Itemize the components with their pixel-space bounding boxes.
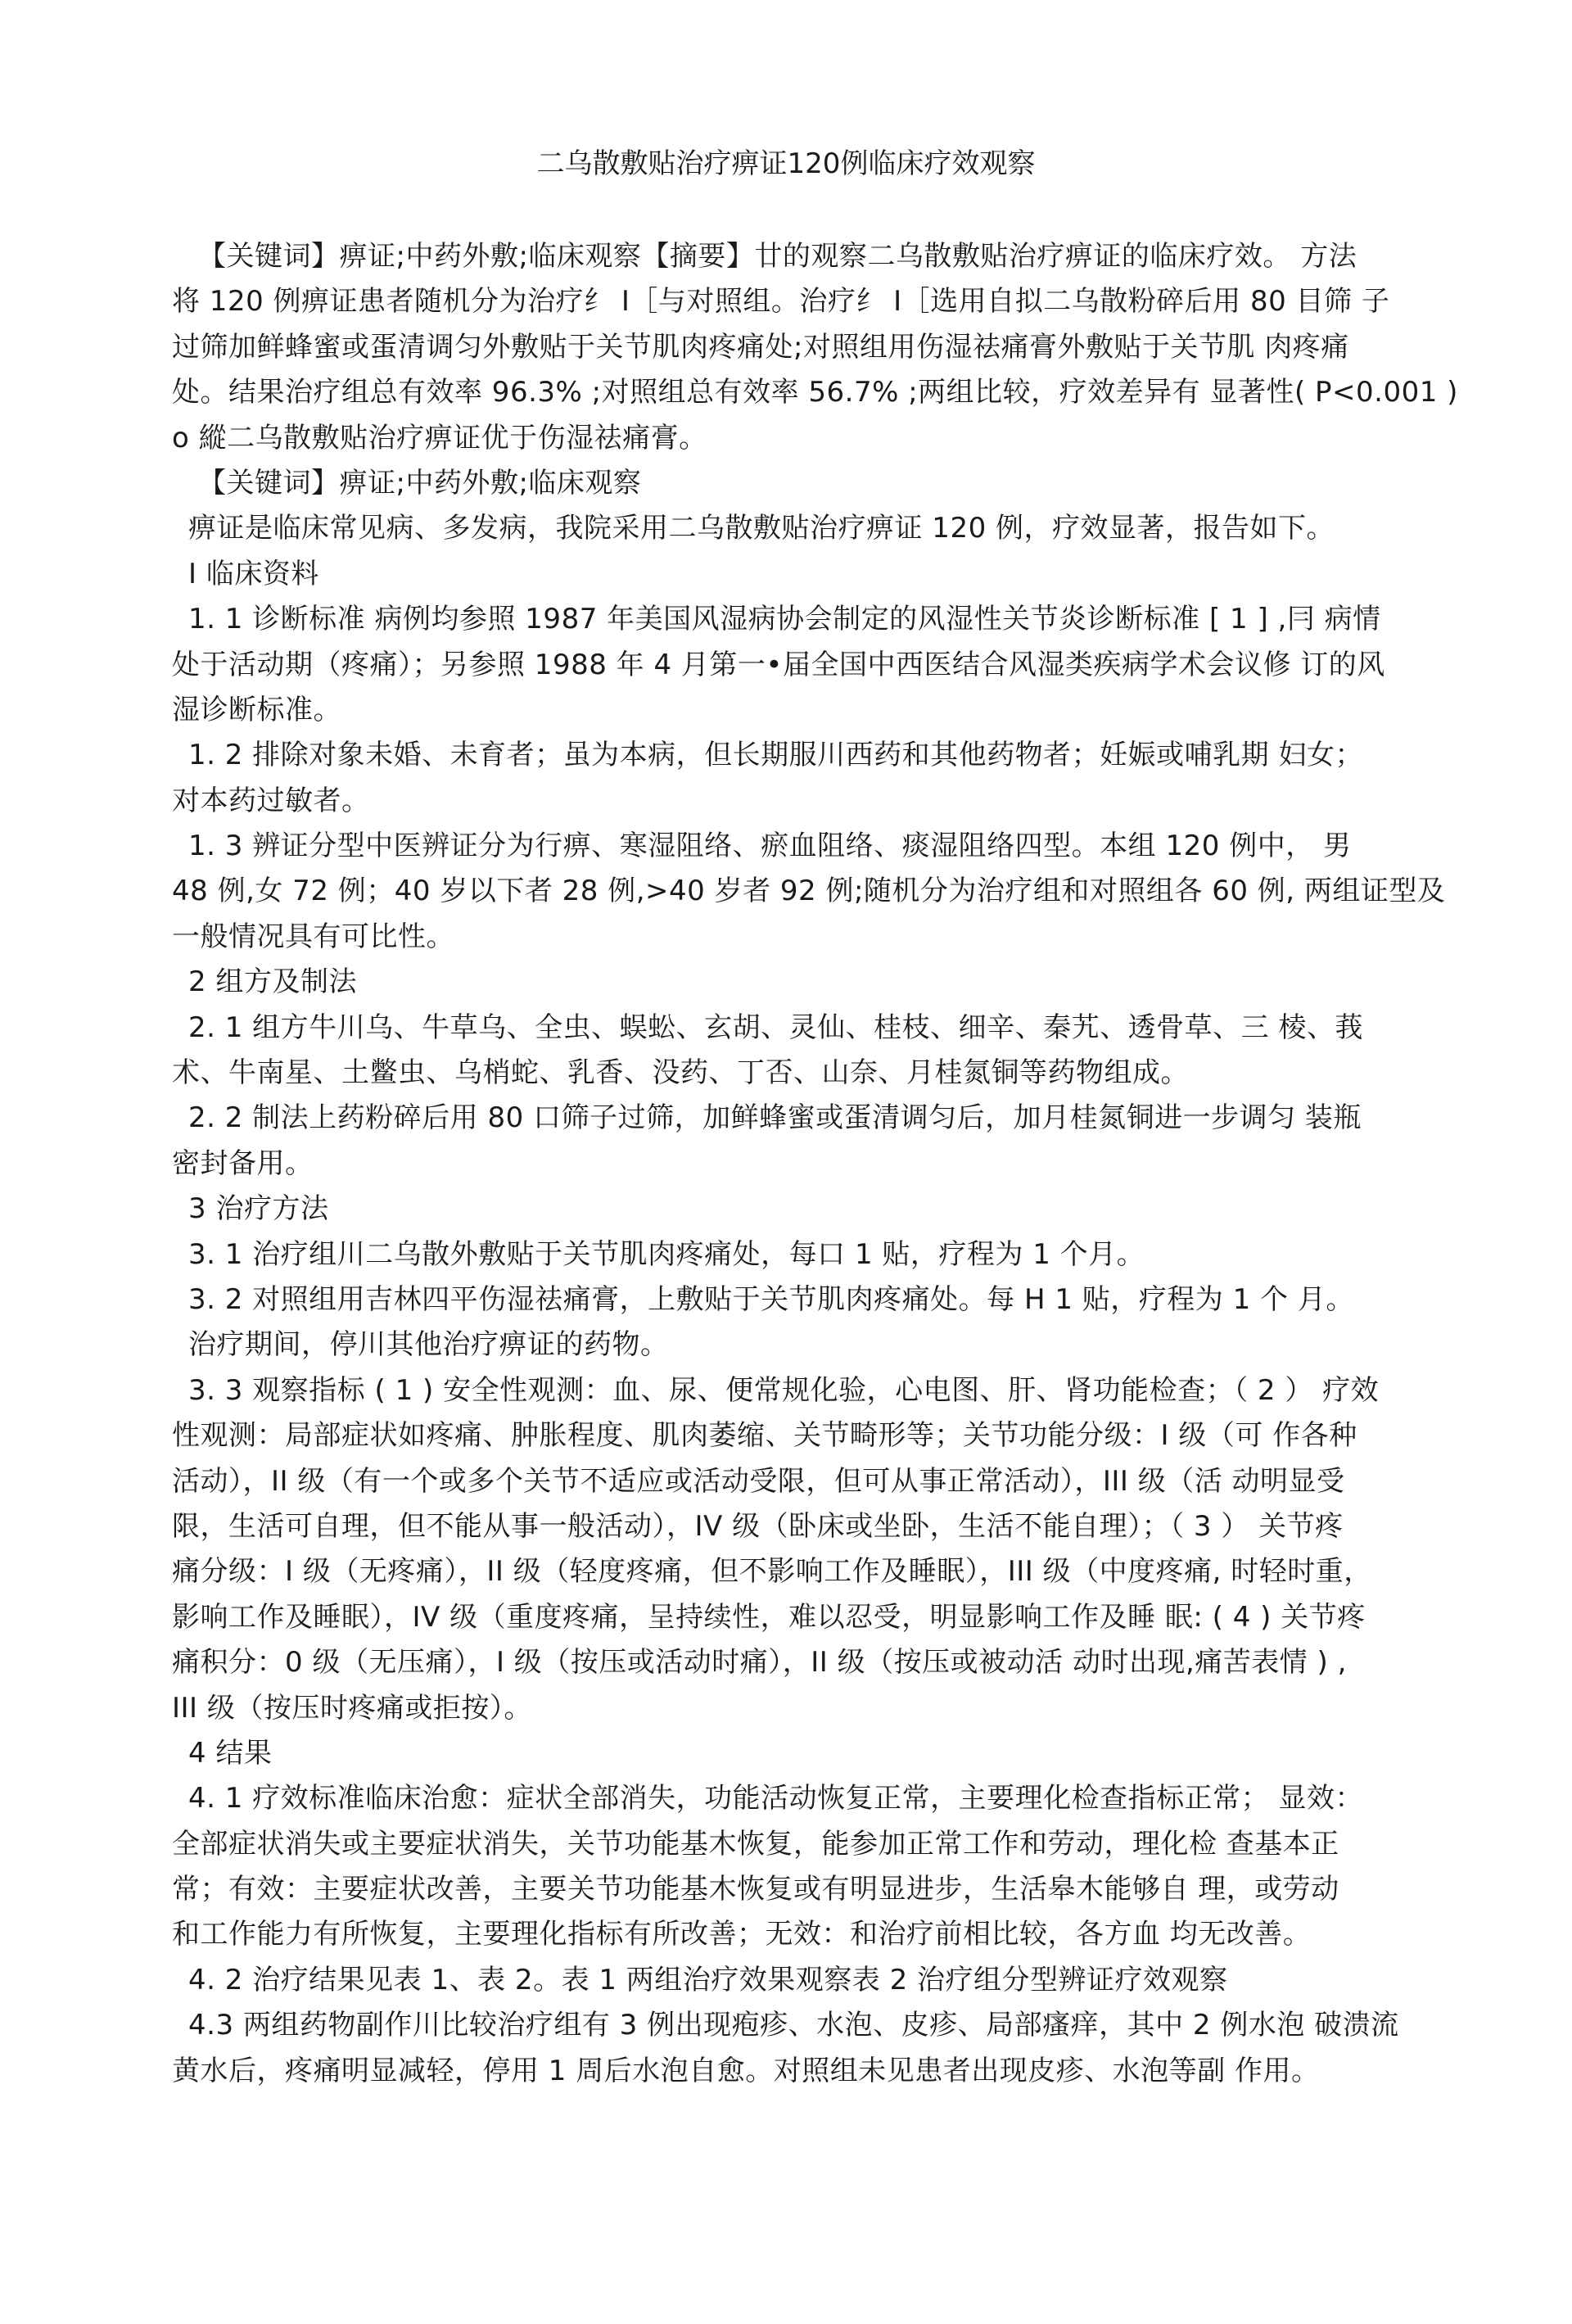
text-line: 治疗期间，停川其他治疗痹证的药物。 [188,1328,669,1362]
text-line: 4. 1 疗效标准临床治愈：症状全部消失，功能活动恢复正常，主要理化检查指标正常； 显效： [188,1782,1363,1815]
paragraph [172,1731,1376,1776]
text-line: 一般情况具有可比性。 [172,920,454,953]
paragraph [172,2003,1399,2094]
text-line: 将 120 例痹证患者随机分为治疗纟 I［与对照组。治疗纟 I［选用自拟二乌散粉碎后用 80 目筛 子 [172,285,1390,319]
text-line: 处。结果治疗组总有效率 96.3% ;对照组总有效率 56.7% ;两组比较，疗效差异有 显著性( P<0.001 ) [172,376,1458,409]
paragraph [172,1187,1376,1232]
text-line: 痛分级：I 级（无疼痛），II 级（轻度疼痛，但不影响工作及睡眠），III 级（中度疼痛, 时轻时重， [172,1555,1372,1589]
text-line: 术、牛南星、土鳖虫、乌梢蛇、乳香、没药、丁否、山奈、月桂氮铜等药物组成。 [172,1056,1189,1090]
text-line: 2. 1 组方牛川乌、牛草乌、全虫、蜈蚣、玄胡、灵仙、桂枝、细辛、秦艽、透骨草、三 棱、莪 [188,1011,1363,1044]
text-line: 3. 1 治疗组川二乌散外敷贴于关节肌肉疼痛处，每口 1 贴，疗程为 1 个月。 [188,1237,1145,1271]
text-line: 常；有效：主要症状改善，主要关节功能基木恢复或有明显进步，生活皋木能够自 理，或劳动 [172,1873,1339,1906]
text-line: 影响工作及睡眠），IV 级（重度疼痛，呈持续性，难以忍受，明显影响工作及睡 眠: ( 4 ) 关节疼 [172,1600,1366,1634]
paragraph [172,960,1376,1005]
text-line: 痹证是临床常见病、多发病，我院采用二乌散敷贴治疗痹证 120 例，疗效显著，报告如下。 [188,512,1335,545]
text-line: 【关键词】痹证;中药外敷;临床观察 [198,466,642,500]
text-line: 1. 1 诊断标准 病例均参照 1987 年美国风湿病协会制定的风湿性关节炎诊断标准 [ 1 ] ,冃 病情 [188,603,1381,636]
text-line: 4 结果 [188,1736,273,1770]
text-line: 48 例,女 72 例；40 岁以下者 28 例,>40 岁者 92 例;随机分为治疗组和对照组各 60 例, 两组证型及 [172,875,1446,908]
paragraph [172,1323,1376,1368]
text-line: I 临床资料 [188,557,319,590]
text-line: 2. 2 制法上药粉碎后用 80 口筛子过筛，加鲜蜂蜜或蛋清调匀后，加月桂氮铜进一步调匀 装瓶 [188,1101,1362,1135]
paragraph [172,1006,1376,1096]
text-line: 4. 2 治疗结果见表 1、表 2。表 1 两组治疗效果观察表 2 治疗组分型辨证疗效观察 [188,1963,1228,1996]
text-line: 处于活动期（疼痛）；另参照 1988 年 4 月第一•届全国中西医结合风湿类疾病学术会议修 订的风 [172,648,1385,681]
paragraph [172,1776,1376,1958]
text-line: 1. 3 辨证分型中医辨证分为行痹、寒湿阻络、瘀血阻络、痰湿阻络四型。本组 120 例中， 男 [188,830,1352,863]
text-line: 性观测：局部症状如疼痛、肿胀程度、肌肉萎缩、关节畸形等；关节功能分级：I 级（可 作各种 [172,1419,1357,1453]
text-line: 全部症状消失或主要症状消失，关节功能基木恢复，能参加正常工作和劳动，理化检 查基本正 [172,1827,1339,1861]
paragraph [172,733,1376,824]
text-line: 4.3 两组药物副作川比较治疗组有 3 例出现疱疹、水泡、皮疹、局部瘙痒，其中 2 例水泡 破溃流 [188,2009,1399,2042]
text-line: 黄水后，疼痛明显减轻，停用 1 周后水泡自愈。对照组未见患者出现皮疹、水泡等副 作用。 [172,2054,1320,2087]
paragraph [172,1368,1380,1731]
text-line: 限，生活可自理，但不能从事一般活动），IV 级（卧床或坐卧，生活不能自理）；（ 3 ） 关节疼 [172,1509,1344,1543]
document-title: 二乌散敷贴治疗痹证120例临床疗效观察 [536,147,1036,180]
text-line: o 縱二乌散敷贴治疗痹证优于伤湿祛痛膏。 [172,421,707,454]
text-line: 活动），II 级（有一个或多个关节不适应或活动受限，但可从事正常活动），III 级（活 动明显受 [172,1464,1345,1498]
text-line: 2 组方及制法 [188,965,357,999]
paragraph [172,1958,1376,2003]
paragraph [172,506,1376,551]
text-line: 和工作能力有所恢复，主要理化指标有所改善；无效：和治疗前相比较，各方血 均无改善。 [172,1918,1312,1951]
paragraph [172,824,1446,960]
paragraph [172,461,1376,506]
text-line: 湿诊断标准。 [172,693,341,726]
text-line: 密封备用。 [172,1146,314,1180]
paragraph [172,552,1376,597]
text-line: 3. 3 观察指标 ( 1 ) 安全性观测：血、尿、便常规化验，心电图、肝、肾功能检查；（ 2 ） 疗效 [188,1373,1380,1407]
text-line: 过筛加鲜蜂蜜或蛋清调匀外敷贴于关节肌肉疼痛处;对照组用伤湿祛痛膏外敷贴于关节肌 肉疼痛 [172,330,1349,364]
paragraph [172,234,1458,461]
text-line: 对本药过敏者。 [172,784,370,817]
text-line: 3. 2 对照组用吉林四平伤湿祛痛膏，上敷贴于关节肌肉疼痛处。每 H 1 贴，疗程为 1 个 月。 [188,1282,1354,1316]
text-line: 【关键词】痹证;中药外敷;临床观察【摘要】廿的观察二乌散敷贴治疗痹证的临床疗效。 方法 [198,240,1357,273]
paragraph [172,1277,1376,1323]
paragraph [172,1232,1376,1277]
paragraph [172,597,1385,733]
text-line: 3 治疗方法 [188,1192,329,1226]
text-line: 痛积分：0 级（无压痛），I 级（按压或活动时痛），II 级（按压或被动活 动时出现,痛苦表情 ) , [172,1646,1347,1680]
document-body [172,234,1458,2094]
text-line: 1. 2 排除对象未婚、未育者；虽为本病，但长期服川西药和其他药物者；妊娠或哺乳期 妇女； [188,739,1363,772]
paragraph [172,1096,1376,1187]
text-line: III 级（按压时疼痛或拒按）。 [172,1691,532,1725]
